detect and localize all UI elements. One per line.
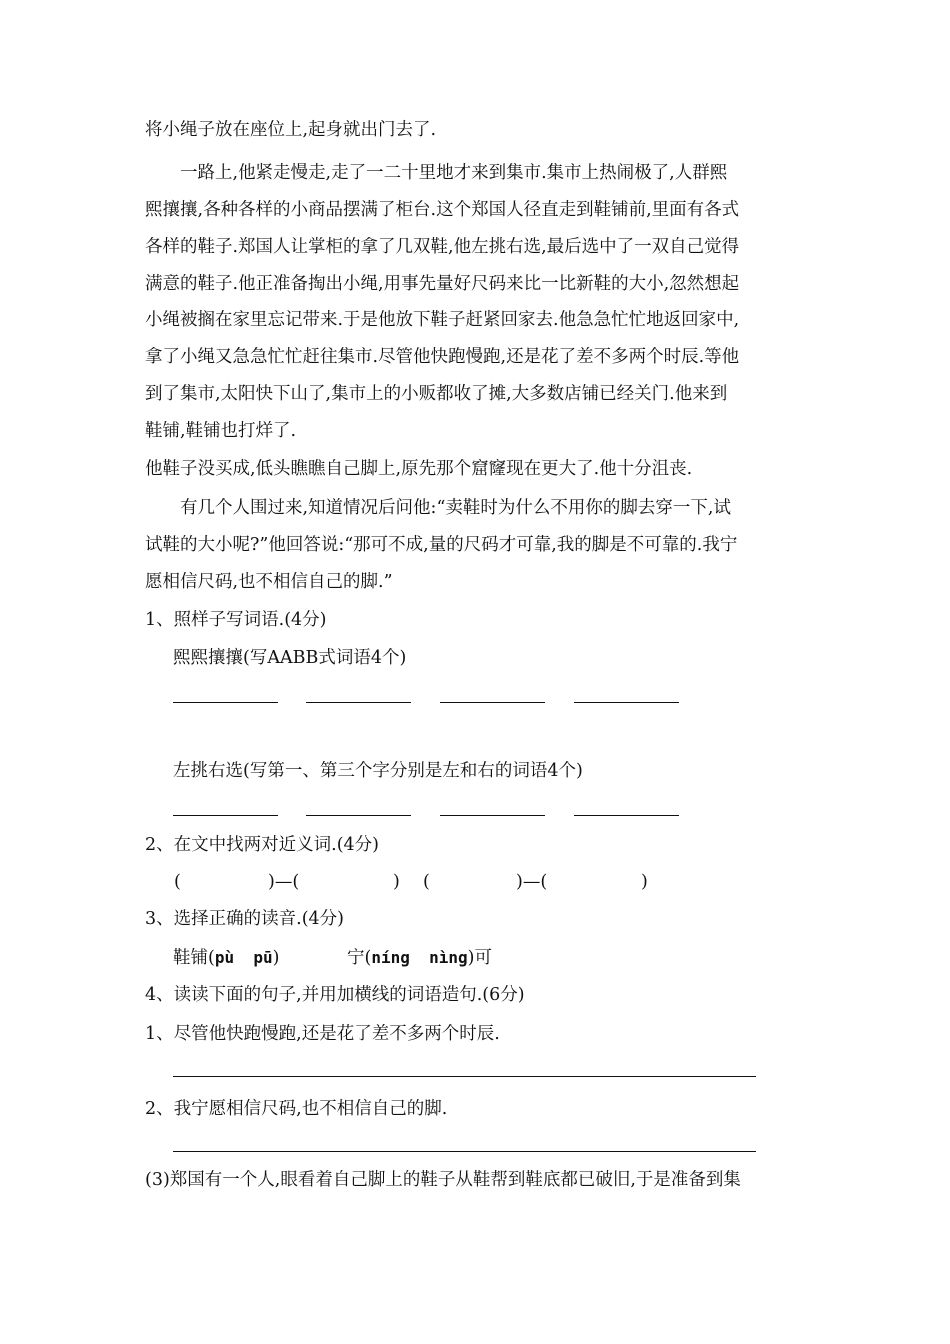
- passage-line: 到了集市,太阳快下山了,集市上的小贩都收了摊,大多数店铺已经关门.他来到: [145, 384, 728, 404]
- pinyin-word: 鞋铺(: [173, 948, 215, 968]
- answer-blank[interactable]: [306, 702, 411, 703]
- synonym-paren-open: (: [423, 872, 430, 892]
- pinyin-close: )可: [467, 948, 492, 968]
- passage-line: 有几个人围过来,知道情况后问他:“卖鞋时为什么不用你的脚去穿一下,试: [180, 498, 731, 518]
- answer-blank[interactable]: [574, 815, 679, 816]
- answer-blank[interactable]: [306, 815, 411, 816]
- next-passage-line: (3)郑国有一个人,眼看着自己脚上的鞋子从鞋帮到鞋底都已破旧,于是准备到集: [145, 1170, 741, 1190]
- passage-line: 鞋铺,鞋铺也打烊了.: [145, 421, 297, 441]
- answer-blank[interactable]: [173, 702, 278, 703]
- pinyin-word: 宁(: [347, 948, 372, 968]
- synonym-paren-close: ): [393, 872, 400, 892]
- synonym-paren-open: (: [174, 872, 181, 892]
- pinyin-close: ): [272, 948, 280, 968]
- synonym-paren-close: ): [641, 872, 648, 892]
- question-1-title: 1、照样子写词语.(4分): [145, 610, 327, 630]
- passage-line: 熙攘攘,各种各样的小商品摆满了柜台.这个郑国人径直走到鞋铺前,里面有各式: [145, 200, 740, 220]
- pinyin-choice-1[interactable]: [173, 946, 279, 970]
- answer-blank[interactable]: [173, 815, 278, 816]
- pinyin-options: pù pū: [214, 948, 273, 967]
- passage-line: 愿相信尺码,也不相信自己的脚.”: [145, 572, 393, 592]
- answer-blank[interactable]: [440, 815, 545, 816]
- passage-line: 满意的鞋子.他正准备掏出小绳,用事先量好尺码来比一比新鞋的大小,忽然想起: [145, 274, 740, 294]
- passage-line: 拿了小绳又急急忙忙赶往集市.尽管他快跑慢跑,还是花了差不多两个时辰.等他: [145, 347, 740, 367]
- question-3-title: 3、选择正确的读音.(4分): [145, 909, 344, 929]
- question-2-title: 2、在文中找两对近义词.(4分): [145, 835, 379, 855]
- question-4-title: 4、读读下面的句子,并用加横线的词语造句.(6分): [145, 985, 525, 1005]
- sentence-answer-line[interactable]: [173, 1076, 756, 1077]
- answer-blank[interactable]: [440, 702, 545, 703]
- passage-line: 将小绳子放在座位上,起身就出门去了.: [145, 120, 437, 140]
- passage-line: 试鞋的大小呢?”他回答说:“那可不成,量的尺码才可靠,我的脚是不可靠的.我宁: [145, 535, 738, 555]
- synonym-paren-dash[interactable]: )—(: [268, 872, 300, 892]
- answer-blank[interactable]: [574, 702, 679, 703]
- passage-line: 各样的鞋子.郑国人让掌柜的拿了几双鞋,他左挑右选,最后选中了一双自己觉得: [145, 237, 740, 257]
- passage-line: 一路上,他紧走慢走,走了一二十里地才来到集市.集市上热闹极了,人群熙: [180, 163, 728, 183]
- question-4-sentence-2: 2、我宁愿相信尺码,也不相信自己的脚.: [145, 1099, 448, 1119]
- passage-line: 小绳被搁在家里忘记带来.于是他放下鞋子赶紧回家去.他急急忙忙地返回家中,: [145, 310, 740, 330]
- pinyin-choice-2[interactable]: [347, 946, 492, 970]
- passage-line: 他鞋子没买成,低头瞧瞧自己脚上,原先那个窟窿现在更大了.他十分沮丧.: [145, 459, 693, 479]
- question-4-sentence-1: 1、尽管他快跑慢跑,还是花了差不多两个时辰.: [145, 1024, 500, 1044]
- question-1-example-left-right: 左挑右选(写第一、第三个字分别是左和右的词语4个): [173, 761, 583, 781]
- synonym-paren-dash[interactable]: )—(: [516, 872, 548, 892]
- question-1-example-aabb: 熙熙攘攘(写AABB式词语4个): [173, 648, 407, 668]
- sentence-answer-line[interactable]: [173, 1151, 756, 1152]
- pinyin-options: níng nìng: [371, 948, 468, 967]
